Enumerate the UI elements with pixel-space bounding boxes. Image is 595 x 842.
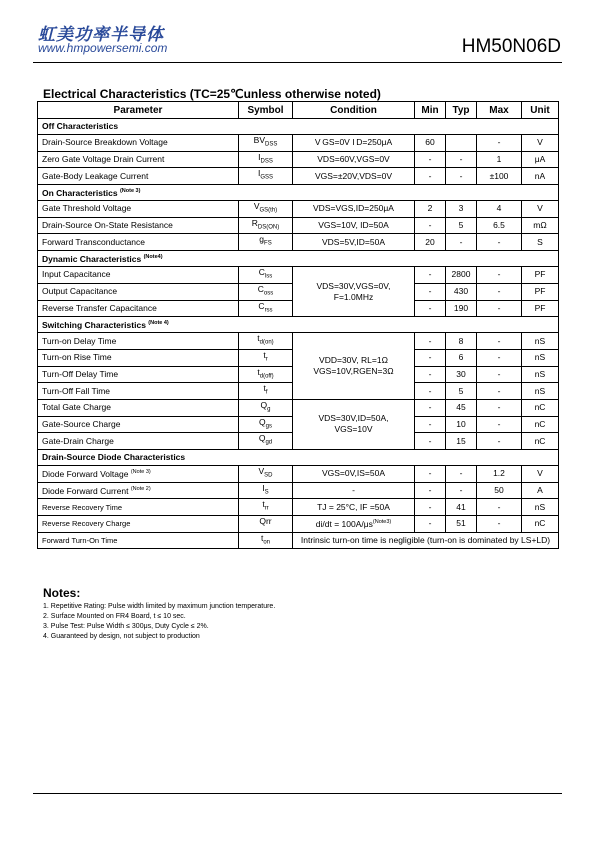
max-cell: - xyxy=(477,234,522,251)
table-row xyxy=(38,151,559,168)
min-cell: - xyxy=(415,433,446,450)
condition-cell: TJ = 25°C, IF =50A xyxy=(293,499,415,516)
param-cell: Turn-on Delay Time xyxy=(38,333,239,350)
table-row xyxy=(38,135,559,152)
unit-cell: V xyxy=(522,466,559,483)
condition-line: di/dt = 100A/μs xyxy=(315,519,373,530)
unit-cell: V xyxy=(522,201,559,218)
max-cell: - xyxy=(477,416,522,433)
col-header-typ: Typ xyxy=(446,102,477,119)
param-cell: Turn-on Rise Time xyxy=(38,349,239,366)
param-cell: Zero Gate Voltage Drain Current xyxy=(38,151,239,168)
min-cell: - xyxy=(415,267,446,284)
table-row xyxy=(38,516,559,533)
max-cell: - xyxy=(477,135,522,152)
note-ref: (Note 2) xyxy=(130,486,151,493)
symbol-main: V xyxy=(258,466,265,476)
condition-cell: VDS=5V,ID=50A xyxy=(293,234,415,251)
unit-cell: PF xyxy=(522,283,559,300)
condition-cell: VGS=10V, ID=50A xyxy=(293,217,415,234)
min-cell: 20 xyxy=(415,234,446,251)
symbol-main: t xyxy=(257,366,260,377)
note-ref: (Note 3) xyxy=(119,188,141,195)
section-row xyxy=(38,450,559,466)
max-cell: - xyxy=(477,349,522,366)
condition-cell: VDS=VGS,ID=250μA xyxy=(293,201,415,218)
company-logo-chinese: 虹美功率半导体 xyxy=(38,25,164,45)
symbol-cell xyxy=(239,416,293,433)
symbol-sub: GSS xyxy=(260,175,274,182)
symbol-cell xyxy=(239,267,293,284)
symbol-sub: g xyxy=(267,406,271,413)
symbol-sub: DSS xyxy=(265,141,278,148)
unit-cell: μA xyxy=(522,151,559,168)
typ-cell: - xyxy=(446,234,477,251)
part-number: HM50N06D xyxy=(461,36,561,57)
section-row xyxy=(38,317,559,333)
param-cell: Reverse Recovery Time xyxy=(38,499,239,516)
col-header-min: Min xyxy=(415,102,446,119)
min-cell: - xyxy=(415,416,446,433)
section-title-dynamic xyxy=(38,251,559,267)
symbol-main: Qrr xyxy=(259,516,272,527)
min-cell: - xyxy=(415,516,446,533)
max-cell: - xyxy=(477,333,522,350)
symbol-main: t xyxy=(260,532,264,543)
typ-cell: 3 xyxy=(446,201,477,218)
unit-cell: nC xyxy=(522,399,559,416)
param-cell xyxy=(38,482,239,499)
table-row xyxy=(38,399,559,416)
typ-cell: 6 xyxy=(446,349,477,366)
symbol-cell xyxy=(239,532,293,549)
symbol-main: V xyxy=(253,201,260,212)
symbol-cell xyxy=(239,383,293,400)
notes-list xyxy=(43,602,275,642)
unit-cell: nC xyxy=(522,416,559,433)
max-cell: - xyxy=(477,283,522,300)
symbol-cell xyxy=(239,516,293,533)
max-cell: - xyxy=(477,267,522,284)
section-title-off: Off Characteristics xyxy=(38,119,559,135)
symbol-sub: SD xyxy=(264,472,273,479)
unit-cell: S xyxy=(522,234,559,251)
param-cell: Reverse Recovery Charge xyxy=(38,516,239,533)
symbol-cell xyxy=(239,168,293,185)
param-cell xyxy=(38,466,239,483)
condition-cell-merged xyxy=(293,333,415,400)
symbol-main: g xyxy=(259,234,265,245)
col-header-condition: Condition xyxy=(293,102,415,119)
symbol-sub: S xyxy=(264,489,269,496)
condition-cell: VGS=0V,IS=50A xyxy=(293,466,415,483)
symbol-main: C xyxy=(258,267,265,278)
typ-cell: 51 xyxy=(446,516,477,533)
min-cell: - xyxy=(415,283,446,300)
param-cell: Reverse Transfer Capacitance xyxy=(38,300,239,317)
typ-cell: 30 xyxy=(446,366,477,383)
col-header-parameter: Parameter xyxy=(38,102,239,119)
table-row xyxy=(38,267,559,284)
note-item: 4. Guaranteed by design, not subject to production xyxy=(43,633,200,640)
section-title-diode: Drain-Source Diode Characteristics xyxy=(38,450,559,466)
max-cell: - xyxy=(477,383,522,400)
note-ref: (Note 4) xyxy=(148,320,169,327)
param-cell: Turn-Off Delay Time xyxy=(38,366,239,383)
table-row xyxy=(38,333,559,350)
table-row xyxy=(38,499,559,516)
note-ref: (Note 3) xyxy=(130,469,151,476)
param-cell: Turn-Off Fall Time xyxy=(38,383,239,400)
symbol-main: Q xyxy=(259,416,266,427)
unit-cell: nS xyxy=(522,366,559,383)
typ-cell: 5 xyxy=(446,217,477,234)
unit-cell: nC xyxy=(522,516,559,533)
min-cell: - xyxy=(415,217,446,234)
symbol-sub: rr xyxy=(264,506,269,513)
section-label: Switching Characteristics xyxy=(42,320,146,331)
condition-line: VGS=10V xyxy=(334,424,373,435)
footer-divider xyxy=(33,793,562,794)
min-cell: - xyxy=(415,151,446,168)
symbol-cell xyxy=(239,283,293,300)
condition-cell: V GS=0V I D=250μA xyxy=(293,135,415,152)
unit-cell: nS xyxy=(522,383,559,400)
symbol-main: I xyxy=(258,151,261,162)
symbol-cell xyxy=(239,333,293,350)
min-cell: - xyxy=(415,349,446,366)
param-cell: Gate-Drain Charge xyxy=(38,433,239,450)
symbol-sub: gd xyxy=(265,440,273,446)
unit-cell: nS xyxy=(522,499,559,516)
min-cell: - xyxy=(415,399,446,416)
unit-cell: nS xyxy=(522,349,559,366)
symbol-sub: f xyxy=(265,389,268,396)
table-header-row xyxy=(38,102,559,119)
symbol-cell xyxy=(239,135,293,152)
min-cell: - xyxy=(415,482,446,499)
param-cell: Output Capacitance xyxy=(38,283,239,300)
max-cell: - xyxy=(477,300,522,317)
company-website: www.hmpowersemi.com xyxy=(38,41,168,55)
min-cell: - xyxy=(415,383,446,400)
table-row xyxy=(38,217,559,234)
unit-cell: mΩ xyxy=(522,217,559,234)
param-label: Diode Forward Voltage xyxy=(42,469,129,480)
typ-cell: - xyxy=(446,482,477,499)
param-cell: Total Gate Charge xyxy=(38,399,239,416)
table-row xyxy=(38,201,559,218)
unit-cell: PF xyxy=(522,300,559,317)
symbol-main: C xyxy=(258,300,265,311)
typ-cell: 10 xyxy=(446,416,477,433)
max-cell: 6.5 xyxy=(477,217,522,234)
section-title-on xyxy=(38,185,559,201)
symbol-cell xyxy=(239,201,293,218)
symbol-main: t xyxy=(263,383,266,394)
typ-cell: - xyxy=(446,168,477,185)
symbol-cell xyxy=(239,349,293,366)
max-cell: - xyxy=(477,366,522,383)
condition-cell-merged xyxy=(293,399,415,449)
symbol-sub: GS(th) xyxy=(259,207,278,214)
symbol-cell xyxy=(239,482,293,499)
symbol-main: Q xyxy=(260,399,268,410)
symbol-cell xyxy=(239,433,293,450)
param-cell: Forward Turn-On Time xyxy=(38,532,239,549)
table-row xyxy=(38,168,559,185)
table-title: Electrical Characteristics (TC=25℃unless otherwise noted) xyxy=(43,87,381,101)
symbol-main: I xyxy=(262,482,265,493)
typ-cell: - xyxy=(446,151,477,168)
min-cell: 60 xyxy=(415,135,446,152)
note-ref: (Note4) xyxy=(143,254,163,261)
symbol-main: C xyxy=(257,283,264,294)
condition-cell: - xyxy=(293,482,415,499)
min-cell: - xyxy=(415,333,446,350)
section-row xyxy=(38,119,559,135)
table-row xyxy=(38,466,559,483)
unit-cell: A xyxy=(522,482,559,499)
min-cell: - xyxy=(415,366,446,383)
col-header-symbol: Symbol xyxy=(239,102,293,119)
condition-cell: VDS=60V,VGS=0V xyxy=(293,151,415,168)
max-cell: 1 xyxy=(477,151,522,168)
condition-line: VDS=30V,VGS=0V, xyxy=(316,280,391,291)
table-row xyxy=(38,234,559,251)
section-row xyxy=(38,185,559,201)
symbol-main: I xyxy=(257,168,261,179)
symbol-sub: rss xyxy=(264,307,273,314)
symbol-main: t xyxy=(263,349,266,360)
condition-line: VDD=30V, RL=1Ω xyxy=(319,355,388,366)
symbol-sub: oss xyxy=(263,290,274,297)
symbol-sub: lss xyxy=(264,273,273,280)
max-cell: 1.2 xyxy=(477,466,522,483)
symbol-cell xyxy=(239,399,293,416)
section-row xyxy=(38,251,559,267)
condition-cell-merged xyxy=(293,267,415,317)
note-item: 3. Pulse Test: Pulse Width ≤ 300μs, Duty Cycle ≤ 2%. xyxy=(43,623,209,630)
typ-cell: 5 xyxy=(446,383,477,400)
symbol-cell xyxy=(239,234,293,251)
param-cell: Gate-Source Charge xyxy=(38,416,239,433)
condition-line: VDS=30V,ID=50A, xyxy=(318,413,389,424)
typ-cell: 45 xyxy=(446,399,477,416)
symbol-main: BV xyxy=(253,135,265,145)
symbol-main: R xyxy=(251,217,258,228)
condition-cell-wide: Intrinsic turn-on time is negligible (turn-on is dominated by LS+LD) xyxy=(293,532,559,549)
unit-cell: PF xyxy=(522,267,559,284)
col-header-max: Max xyxy=(477,102,522,119)
symbol-sub: DSS xyxy=(260,158,273,165)
symbol-sub: on xyxy=(263,539,271,546)
symbol-sub: gs xyxy=(265,423,272,430)
max-cell: - xyxy=(477,499,522,516)
symbol-main: t xyxy=(262,499,265,510)
symbol-sub: d(off) xyxy=(259,373,274,380)
header-divider xyxy=(33,62,562,63)
table-row xyxy=(38,482,559,499)
condition-line: F=1.0MHz xyxy=(333,291,374,302)
max-cell: ±100 xyxy=(477,168,522,185)
max-cell: 50 xyxy=(477,482,522,499)
min-cell: 2 xyxy=(415,201,446,218)
symbol-main: t xyxy=(257,333,260,344)
param-cell: Gate-Body Leakage Current xyxy=(38,168,239,185)
symbol-sub: r xyxy=(265,356,268,363)
section-title-switching xyxy=(38,317,559,333)
max-cell: - xyxy=(477,433,522,450)
condition-cell: VGS=±20V,VDS=0V xyxy=(293,168,415,185)
param-label: Diode Forward Current xyxy=(42,485,129,496)
section-label: Dynamic Characteristics xyxy=(42,254,142,265)
typ-cell xyxy=(446,135,477,152)
param-cell: Drain-Source Breakdown Voltage xyxy=(38,135,239,152)
symbol-sub: DS(ON) xyxy=(257,224,280,231)
typ-cell: 2800 xyxy=(446,267,477,284)
typ-cell: 41 xyxy=(446,499,477,516)
symbol-cell xyxy=(239,151,293,168)
note-item: 1. Repetitive Rating: Pulse width limited by maximum junction temperature. xyxy=(43,603,276,610)
table-row xyxy=(38,532,559,549)
unit-cell: nC xyxy=(522,433,559,450)
param-cell: Input Capacitance xyxy=(38,267,239,284)
symbol-main: Q xyxy=(258,433,266,444)
symbol-cell xyxy=(239,366,293,383)
unit-cell: nS xyxy=(522,333,559,350)
unit-cell: V xyxy=(522,135,559,152)
typ-cell: 190 xyxy=(446,300,477,317)
typ-cell: 8 xyxy=(446,333,477,350)
typ-cell: - xyxy=(446,466,477,483)
param-cell: Drain-Source On-State Resistance xyxy=(38,217,239,234)
symbol-cell xyxy=(239,499,293,516)
typ-cell: 430 xyxy=(446,283,477,300)
min-cell: - xyxy=(415,466,446,483)
section-label: On Characteristics xyxy=(42,187,118,198)
symbol-sub: FS xyxy=(264,241,272,248)
notes-title: Notes: xyxy=(43,586,81,600)
symbol-cell xyxy=(239,217,293,234)
min-cell: - xyxy=(415,300,446,317)
max-cell: - xyxy=(477,516,522,533)
condition-cell xyxy=(293,516,415,533)
min-cell: - xyxy=(415,499,446,516)
param-cell: Forward Transconductance xyxy=(38,234,239,251)
symbol-sub: d(on) xyxy=(259,339,274,346)
note-ref: (Note3) xyxy=(372,519,392,526)
symbol-cell xyxy=(239,466,293,483)
unit-cell: nA xyxy=(522,168,559,185)
condition-line: VGS=10V,RGEN=3Ω xyxy=(313,366,394,377)
max-cell: - xyxy=(477,399,522,416)
electrical-characteristics-table xyxy=(37,101,559,549)
max-cell: 4 xyxy=(477,201,522,218)
min-cell: - xyxy=(415,168,446,185)
note-item: 2. Surface Mounted on FR4 Board, t ≤ 10 sec. xyxy=(43,613,186,620)
param-cell: Gate Threshold Voltage xyxy=(38,201,239,218)
typ-cell: 15 xyxy=(446,433,477,450)
col-header-unit: Unit xyxy=(522,102,559,119)
symbol-cell xyxy=(239,300,293,317)
